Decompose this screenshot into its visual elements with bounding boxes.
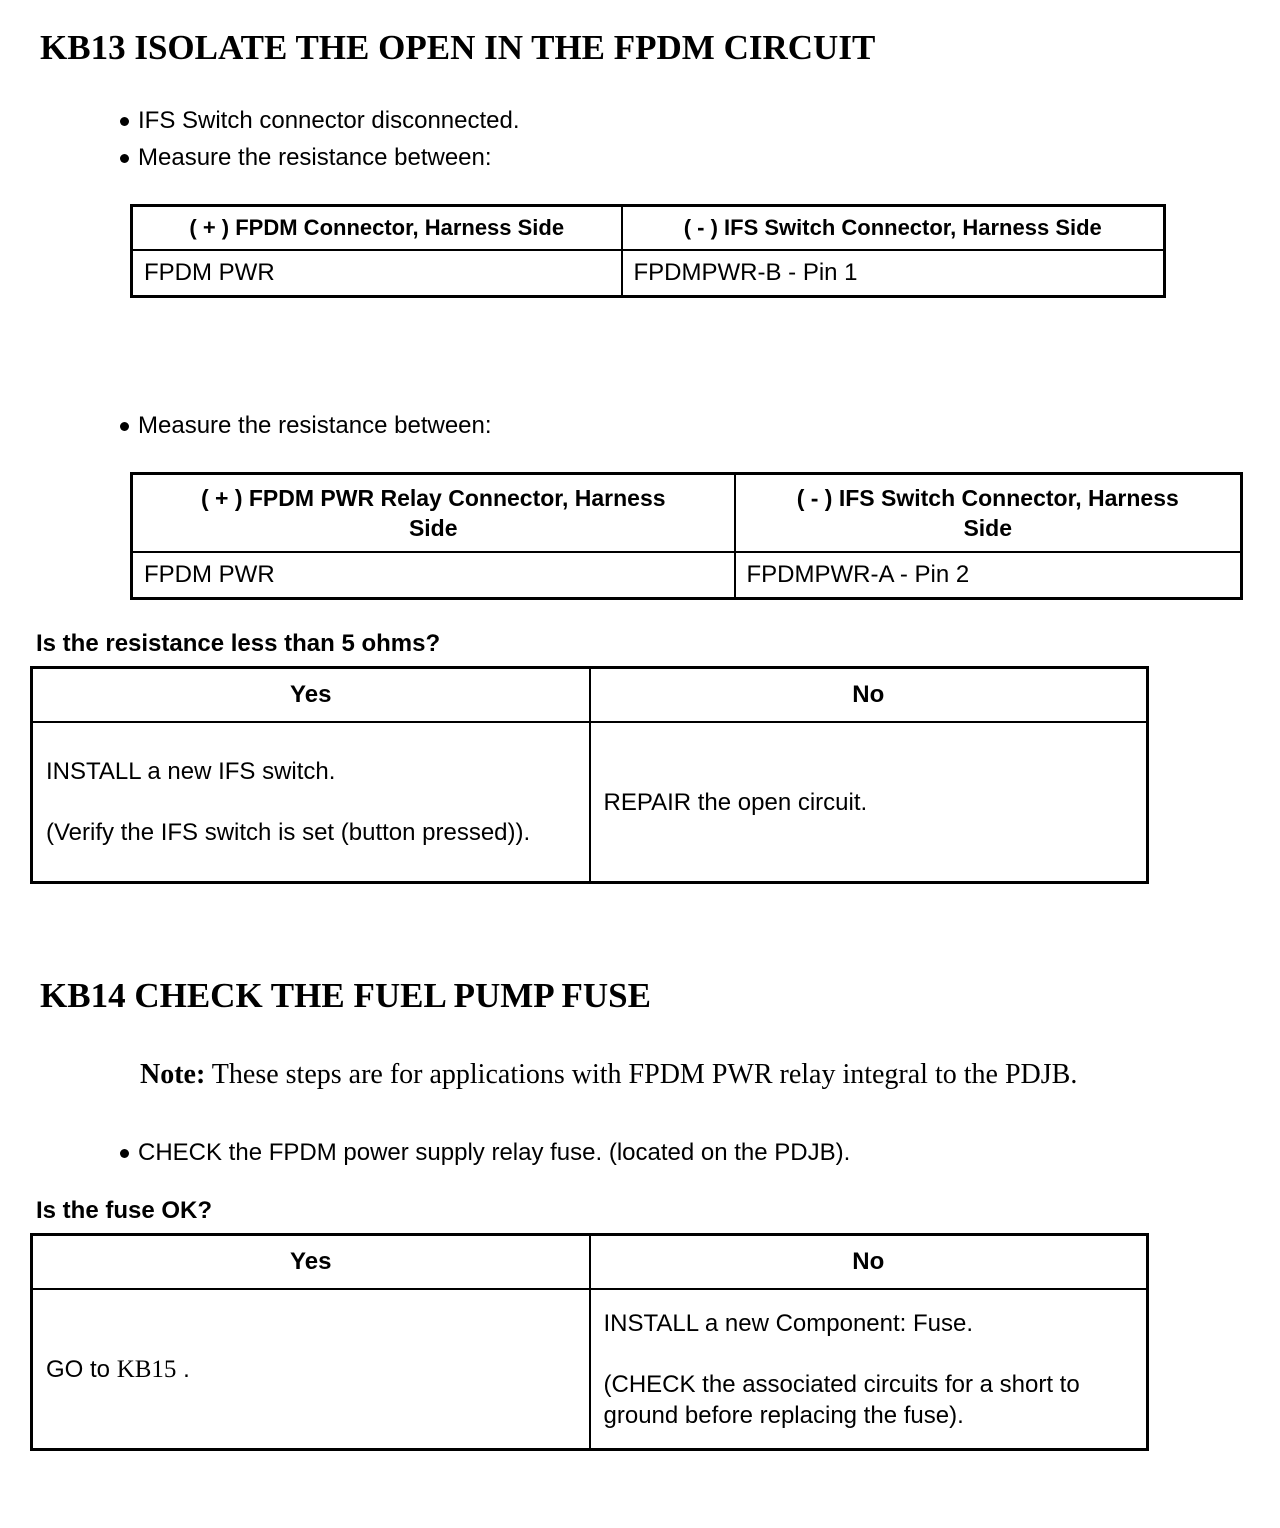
measurement-table-fpdm-connector — [130, 204, 1166, 298]
header-line: ( + ) FPDM PWR Relay Connector, Harness — [200, 485, 666, 512]
table-header-positive-lead: ( + ) FPDM Connector, Harness Side — [132, 206, 622, 251]
table-header-row — [132, 474, 1242, 553]
kb15-reference: KB15 — [116, 1355, 177, 1383]
section-heading-kb13: KB13 ISOLATE THE OPEN IN THE FPDM CIRCUIT — [40, 28, 876, 67]
decision-header-row — [32, 668, 1148, 723]
instruction-line — [46, 1354, 576, 1385]
instruction-line: INSTALL a new Component: Fuse. — [603, 1309, 974, 1337]
decision-row — [32, 1289, 1148, 1450]
note-text: These steps are for applications with FPDM PWR relay integral to the PDJB. — [205, 1059, 1078, 1091]
header-line: Side — [408, 515, 458, 542]
list-item-text: Measure the resistance between: — [138, 412, 492, 440]
table-header-row — [132, 206, 1165, 251]
table-row — [132, 250, 1165, 297]
list-item — [120, 1137, 1280, 1169]
list-item — [120, 105, 1280, 137]
question-fuse: Is the fuse OK? — [36, 1197, 213, 1225]
list-item — [120, 142, 1280, 174]
yes-header: Yes — [32, 1235, 590, 1290]
table-cell-pin: FPDMPWR-A - Pin 2 — [735, 552, 1242, 599]
header-line: Side — [963, 515, 1013, 542]
table-row — [132, 552, 1242, 599]
list-item-text: CHECK the FPDM power supply relay fuse. (located on the PDJB). — [138, 1139, 851, 1167]
table-header-negative-lead: ( - ) IFS Switch Connector, Harness Side — [622, 206, 1165, 251]
bullet-icon — [120, 117, 129, 126]
kb13-step-list — [120, 105, 1280, 174]
yes-header: Yes — [32, 668, 590, 723]
instruction-line: (CHECK the associated circuits for a short to ground before replacing the fuse). — [603, 1370, 1080, 1429]
note-paragraph — [140, 1055, 1175, 1095]
bullet-icon — [120, 154, 129, 163]
go-to-text: GO to — [46, 1355, 117, 1383]
question-resistance: Is the resistance less than 5 ohms? — [36, 630, 441, 658]
yes-action-cell — [32, 722, 590, 883]
no-action-cell — [590, 722, 1148, 883]
instruction-line: REPAIR the open circuit. — [603, 788, 868, 816]
table-cell-circuit: FPDM PWR — [132, 552, 735, 599]
table-cell-pin: FPDMPWR-B - Pin 1 — [622, 250, 1165, 297]
table-cell-circuit: FPDM PWR — [132, 250, 622, 297]
instruction-line: INSTALL a new IFS switch. — [46, 758, 336, 786]
yes-action-cell — [32, 1289, 590, 1450]
bullet-icon — [120, 1149, 129, 1158]
decision-table-kb13 — [30, 666, 1149, 884]
decision-table-kb14 — [30, 1233, 1149, 1451]
kb14-step-list — [120, 1137, 1280, 1169]
list-item-text: IFS Switch connector disconnected. — [138, 107, 520, 135]
decision-row — [32, 722, 1148, 883]
decision-header-row — [32, 1235, 1148, 1290]
bullet-icon — [120, 422, 129, 431]
list-item — [120, 410, 1280, 442]
list-item-text: Measure the resistance between: — [138, 144, 492, 172]
note-label: Note: — [140, 1059, 206, 1091]
go-to-suffix: . — [176, 1355, 190, 1383]
no-header: No — [590, 668, 1148, 723]
no-header: No — [590, 1235, 1148, 1290]
measurement-table-fpdm-pwr-relay — [130, 472, 1243, 600]
header-line: ( - ) IFS Switch Connector, Harness — [796, 485, 1179, 512]
section-heading-kb14: KB14 CHECK THE FUEL PUMP FUSE — [40, 976, 651, 1016]
table-header-negative-lead — [735, 474, 1242, 553]
table-header-positive-lead — [132, 474, 735, 553]
instruction-line: (Verify the IFS switch is set (button pressed)). — [46, 819, 531, 847]
no-action-cell — [590, 1289, 1148, 1450]
kb13-step-list-2 — [120, 410, 1280, 442]
